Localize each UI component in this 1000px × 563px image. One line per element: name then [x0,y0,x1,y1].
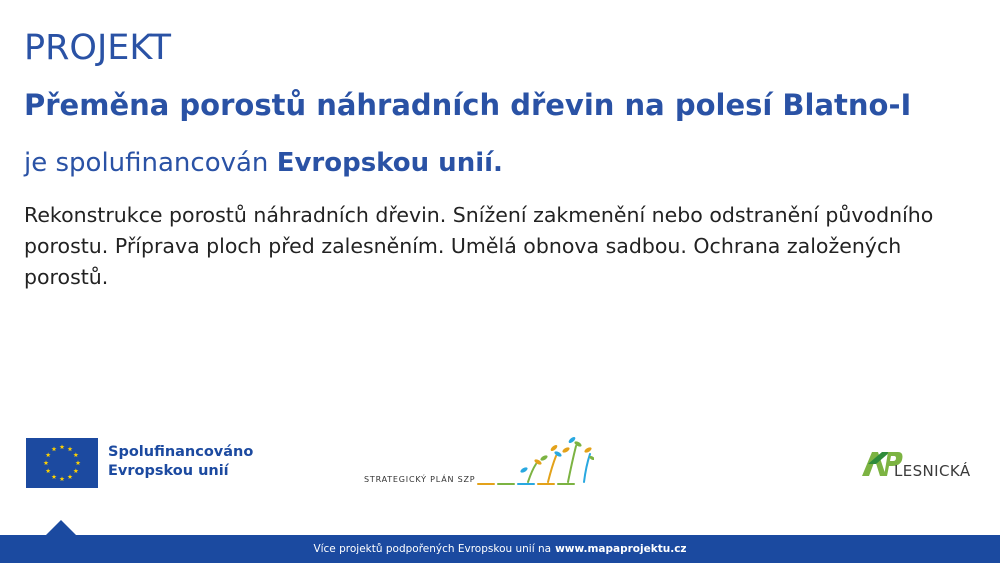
footer-bar [0,535,1000,563]
sprouting-plants-icon [476,436,594,490]
footer-text: Více projektů podpořených Evropskou unií na [313,543,552,555]
eu-flag-icon [26,438,98,488]
eu-cofinance-logo [26,438,266,488]
project-title: Přeměna porostů náhradních dřevin na polesí Blatno-I [24,88,912,122]
cofinance-emphasis: Evropskou unií. [276,148,503,178]
lesnicka-label: LESNICKÁ [894,462,971,480]
cofinance-statement [24,148,503,178]
project-description: Rekonstrukce porostů náhradních dřevin. Snížení zakmenění nebo odstranění původního porostu. Příprava ploch před zalesněním. Umělá obnova sadbou. Ochrana založených porostů. [24,203,934,289]
strategicky-plan-szp-logo [364,436,604,490]
page-heading: PROJEKT [24,28,172,68]
footer-link[interactable]: www.mapaprojektu.cz [555,543,687,555]
footer-notch [46,520,76,535]
cofinance-prefix: je spolufinancován [24,148,277,178]
eu-logo-line2: Evropskou unií [108,463,229,479]
eu-logo-text [108,443,253,481]
ap-lesnicka-logo [860,446,984,482]
szp-logo-label: STRATEGICKÝ PLÁN SZP [364,475,476,484]
eu-logo-line1: Spolufinancováno [108,444,254,460]
